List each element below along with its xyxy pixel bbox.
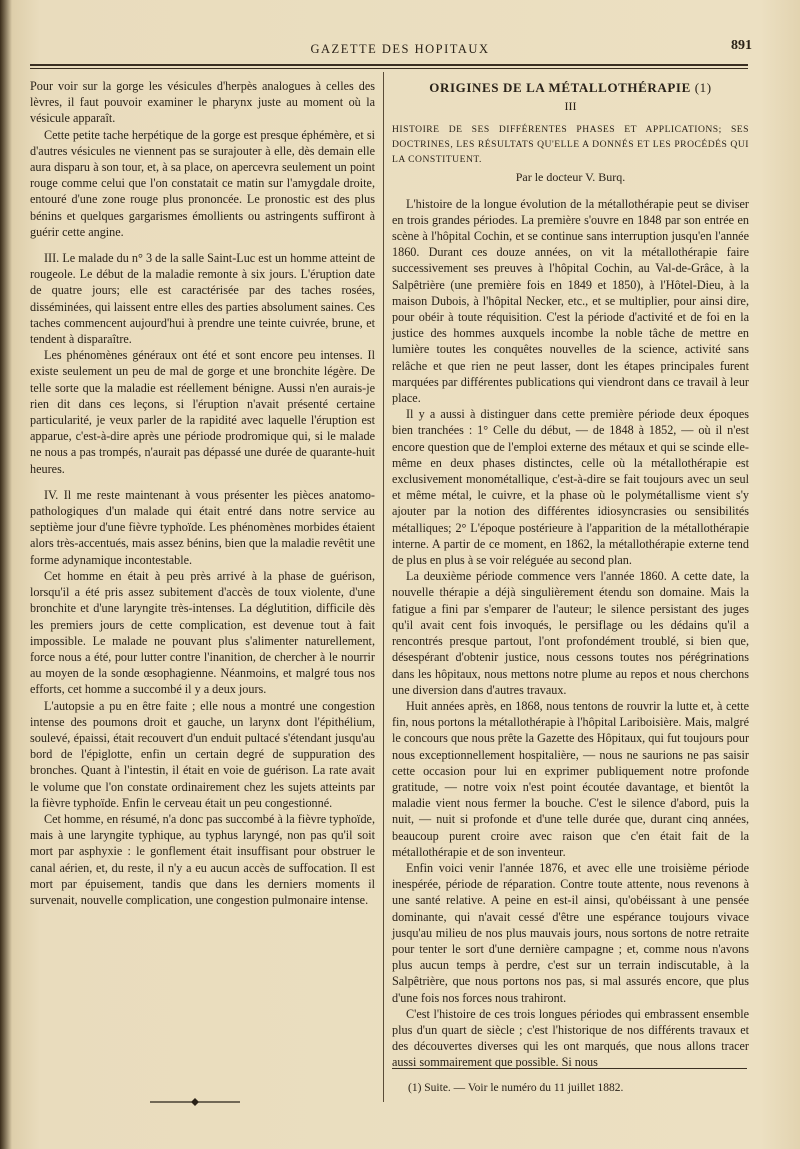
right-column — [392, 80, 749, 1071]
left-paragraph: Cet homme en était à peu près arrivé à la phase de guérison, lorsqu'il a été pris assez subitement d'accès de toux violente, d'une bronchite et d'une laryngite très-intenses. La déglutition, difficile dès les premiers jours de cette complication, est devenue tout à fait impossible. Le malade ne pouvant plus s'alimenter naturellement, force nous a été, pour lutter contre l'inanition, de chercher à le nourrir au moyen de la sonde œsophagienne. Néanmoins, et malgré tous nos efforts, cet homme a succombé il y a deux jours. — [30, 568, 375, 697]
article-title-note: (1) — [694, 80, 712, 95]
left-paragraph: Cet homme, en résumé, n'a donc pas succombé à la fièvre typhoïde, mais à une laryngite typhique, au typhus laryngé, non pas qu'il soit mort par asphyxie : le gonflement était insuffisant pour obstruer le canal aérien, et, du reste, il n'y a eu aucun accès de suffocation. Il est mort par épuisement, tandis que dans les derniers moments il survenait, nouvelle complication, une congestion pulmonaire intense. — [30, 811, 375, 907]
right-paragraph: Enfin voici venir l'année 1876, et avec elle une troisième période inespérée, période de réparation. Contre toute attente, nous revenons à une santé relative. A peine en est-il ainsi, qu'obéissant à une pensée dominante, qui n'avait cessé d'être une espérance toujours vivace jusqu'au milieu de nos plus mauvais jours, nous sortons de notre retraite pour tenter le sort d'une dernière campagne ; et, comme nous n'avons plus aucun temps à perdre, c'est sur un terrain indiscutable, à la Salpêtrière, que nous portons nos pas, si mal assurés encore, que plus d'une fois nos forces nous trahiront. — [392, 860, 749, 1005]
article-title-text: ORIGINES DE LA MÉTALLOTHÉRAPIE — [429, 80, 691, 95]
left-paragraph: Pour voir sur la gorge les vésicules d'herpès analogues à celles des lèvres, il faut pouvoir examiner le pharynx juste au moment où la vésicule apparaît. — [30, 79, 375, 126]
left-paragraph: Les phénomènes généraux ont été et sont encore peu intenses. Il existe seulement un peu de mal de gorge et une bronchite légère. De telle sorte que la maladie est réellement bénigne. Aussi n'en aurais-je rien dit dans ces leçons, si l'éruption n'avait présenté certaine particularité, je veux parler de la rapidité avec laquelle l'éruption est apparue, c'est-à-dire après une période prodromique qui, si le malade ne nous a pas trompés, n'aurait pas dépassé une durée de quarante-huit heures. — [30, 348, 375, 476]
left-paragraph: Cette petite tache herpétique de la gorge est presque éphémère, et si d'autres vésicules ne viennent pas se surajouter à elle, dès demain elle aura disparu à son tour, et, à sa place, on apercevra seulement un point rouge comme celui que l'on constatait ce matin sur l'amygdale droite, entouré d'une zone rouge plus prononcée. Le pronostic est des plus bénins et quelques gargarismes émollients ou astringents suffiront à guérir cette angine. — [30, 127, 375, 239]
footnote: (1) Suite. — Voir le numéro du 11 juillet 1882. — [408, 1082, 624, 1094]
footnote-rule — [392, 1068, 747, 1069]
right-paragraph: C'est l'histoire de ces trois longues périodes qui embrassent ensemble plus d'un quart de siècle ; c'est l'historique de nos différents travaux et des découvertes diverses qui les ont marqués, que nous allons tracer aussi sommairement que possible. Si nous — [392, 1006, 749, 1070]
right-paragraph: Il y a aussi à distinguer dans cette première période deux époques bien tranchées : 1° Celle du début, — de 1848 à 1852, — où il n'est encore question que de l'emploi externe des métaux et qui se scinde elle-même en deux phases distinctes, celle où la métallothérapie est exclusivement monométallique, c'est-à-dire se fait toujours avec un seul et même métal, le cuivre, et la phase où le polymétallisme vient s'y ajouter par la notion des différentes idiosyncrasies ou sensibilités métalliques; 2° L'époque postérieure à l'apparition de la métallothérapie interne. A partir de ce moment, en 1862, la métallothérapie externe tend de plus en plus à se voir reléguée au second plan. — [392, 407, 749, 568]
running-head: GAZETTE DES HOPITAUX — [310, 42, 490, 56]
left-paragraph-section-iv: IV. Il me reste maintenant à vous présenter les pièces anatomo-pathologiques d'un malade qui était entré dans notre service au septième jour d'une fièvre typhoïde. Les phénomènes morbides étaient alors très-accentués, mais assez bénins, bien que la maladie revêtit une forme adynamique incontestable. — [30, 487, 375, 567]
left-column — [30, 78, 375, 908]
column-divider — [383, 72, 384, 1102]
article-subtitle: HISTOIRE DE SES DIFFÉRENTES PHASES ET APPLICATIONS; SES DOCTRINES, LES RÉSULTATS QU'ELLE A DONNÉS ET LES PROCÉDÉS QUI LA CONSTITUENT. — [392, 124, 749, 166]
article-author: Par le docteur V. Burq. — [515, 170, 626, 185]
binding-shadow — [0, 0, 12, 1149]
header-rule — [30, 64, 748, 69]
right-paragraph: L'histoire de la longue évolution de la métallothérapie peut se diviser en trois grandes périodes. La première s'ouvre en 1848 par son entrée en scène à l'hôpital Cochin, et se continue sans interruption jusqu'en l'année 1860. Durant ces douze années, on vit la métallothérapie faire successivement ses preuves à l'hôpital Cochin, au Val-de-Grâce, à la Salpêtrière (une première fois en 1849 et 1850), à l'Hôtel-Dieu, à la maison Dubois, à l'hôpital Necker, etc., et se multiplier, pour ainsi dire, pour obéir à toute réquisition. C'est la période d'activité et de foi en la justice des hommes auxquels incombe la noble tâche de mettre en lumière toutes les conquêtes nouvelles de la science, activité sans relâche et que rien ne peut lasser, dont les étapes principales furent marquées par différentes publications qui viendront dans ce travail à leur place. — [392, 196, 749, 406]
left-paragraph-section-iii: III. Le malade du n° 3 de la salle Saint-Luc est un homme atteint de rougeole. Le début de la maladie remonte à six jours. L'éruption date de quatre jours; elle est caractérisée par des taches rosées, disséminées, qui laissent entre elles des parties absolument saines. Ces taches commencent aujourd'hui à prendre une teinte cuivrée, brune, et tendent à disparaître. — [30, 251, 375, 347]
page-number: 891 — [731, 38, 752, 53]
right-paragraph: Huit années après, en 1868, nous tentons de rouvrir la lutte et, à cette fin, nous portons la métallothérapie à l'hôpital Lariboisière. Mais, malgré le concours que nous prête la Gazette des Hôpitaux, qui fut toujours pour nous exceptionnellement hospitalière, — nous ne saurions ne pas saisir cette occasion pour lui en exprimer publiquement notre profonde gratitude, — notre voix n'est point écoutée davantage, et bientôt la maladie vient nous fermer la bouche. C'est le silence d'abord, puis la nuit, — nuit si profonde et d'une telle durée que, durant cinq années, beaucoup purent croire avec raison que c'en était fait de la métallothérapie et de son inventeur. — [392, 698, 749, 859]
article-title — [392, 80, 749, 96]
article-section-number: III — [564, 99, 577, 114]
left-paragraph: L'autopsie a pu en être faite ; elle nous a montré une congestion intense des poumons droit et gauche, un larynx dont l'épithélium, soulevé, épaissi, était recouvert d'un enduit pultacé s'étendant jusqu'au bord de l'épiglotte, enfin un certain degré de suppuration des bronches. Quant à l'intestin, il était en voie de guérison. La rate avait le volume que l'on constate ordinairement chez les sujets atteints par la fièvre typhoïde. Enfin le cerveau était un peu congestionné. — [30, 698, 375, 810]
end-ornament — [150, 1098, 240, 1106]
right-paragraph: La deuxième période commence vers l'année 1860. A cette date, la nouvelle thérapie a déjà singulièrement étendu son domaine. Mais la fatigue a fini par s'emparer de l'auteur; le silence persistant des juges qu'il avait cent fois invoqués, le persiflage ou les dédains qu'il a rencontrés presque partout, l'ont profondément troublé, si bien que, désespérant d'obtenir justice, nous cessons toutes nos pérégrinations dans les hôpitaux, nous mettons notre plume au repos et nous cherchons une diversion dans d'autres travaux. — [392, 569, 749, 697]
